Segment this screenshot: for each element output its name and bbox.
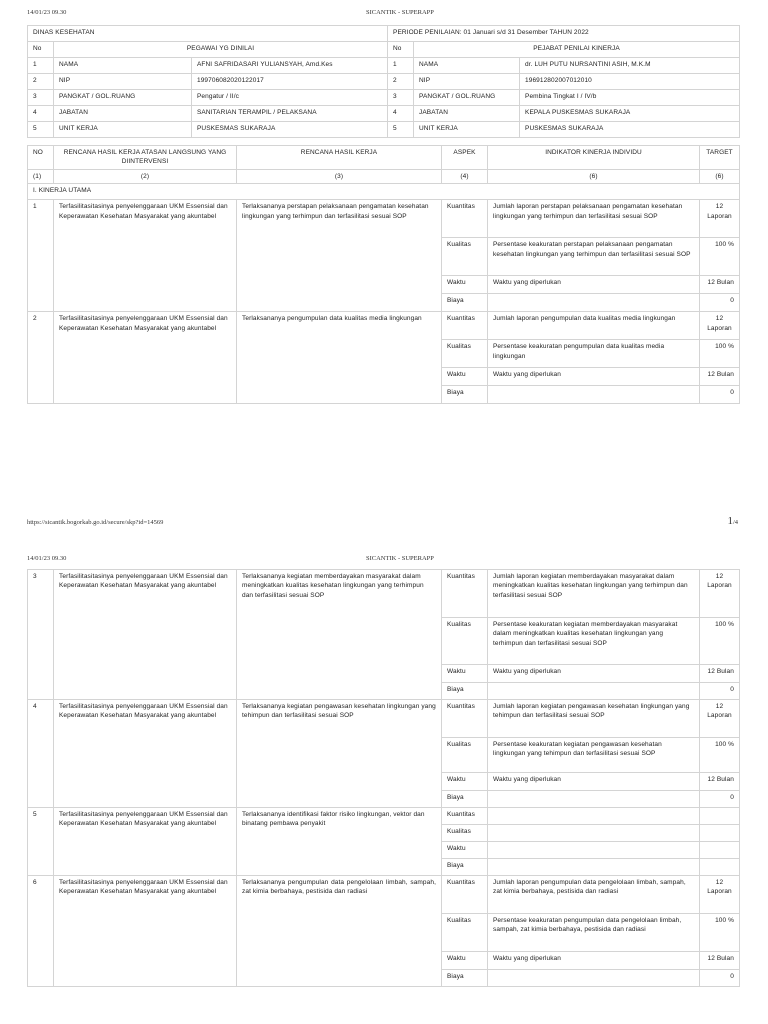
target-waktu: 12 Bulan bbox=[700, 368, 740, 386]
item-rencana: Terlaksananya kegiatan pengawasan kesehatan lingkungan yang tehimpun dan terfasilitasi sesuai SOP bbox=[237, 700, 442, 808]
target-waktu: 12 Bulan bbox=[700, 276, 740, 294]
indikator-biaya bbox=[488, 294, 700, 312]
aspek-kuantitas: Kuantitas bbox=[442, 200, 488, 238]
table-row bbox=[28, 700, 740, 738]
col-no: NO bbox=[28, 146, 54, 170]
section-title: I. KINERJA UTAMA bbox=[28, 184, 740, 200]
indikator-waktu: Waktu yang diperlukan bbox=[488, 773, 700, 791]
item-atasan: Terfasilitasitasinya penyelenggaraan UKM Essensial dan Keperawatan Kesehatan Masyarakat yang akuntabel bbox=[54, 808, 237, 876]
target-waktu bbox=[700, 842, 740, 859]
item-no: 5 bbox=[28, 808, 54, 876]
periode-label: PERIODE PENILAIAN: 01 Januari s/d 31 Desember TAHUN 2022 bbox=[388, 26, 740, 42]
page-number bbox=[727, 515, 738, 527]
item-no: 2 bbox=[28, 312, 54, 404]
table-row bbox=[28, 808, 740, 825]
indikator-waktu: Waktu yang diperlukan bbox=[488, 952, 700, 970]
indikator-kualitas: Persentase keakuratan pengumpulan data pengelolaan limbah, sampah, zat kimia berbahaya, pestisida dan radiasi bbox=[488, 914, 700, 952]
table-row bbox=[28, 570, 740, 618]
info-label: UNIT KERJA bbox=[414, 122, 520, 138]
indikator-kualitas: Persentase keakuratan perstapan pelaksanaan pengamatan kesehatan lingkungan yang terhimpun dan terfasilitasi sesuai SOP bbox=[488, 238, 700, 276]
print-datetime: 14/01/23 09.30 bbox=[27, 9, 67, 16]
col-index: (3) bbox=[237, 170, 442, 184]
col-index: (6) bbox=[700, 170, 740, 184]
target-kualitas: 100 % bbox=[700, 914, 740, 952]
info-label: UNIT KERJA bbox=[54, 122, 192, 138]
indikator-waktu bbox=[488, 842, 700, 859]
info-no: 5 bbox=[28, 122, 54, 138]
indikator-biaya bbox=[488, 970, 700, 987]
col-aspek: ASPEK bbox=[442, 146, 488, 170]
indikator-kualitas: Persentase keakuratan kegiatan memberdayakan masyarakat dalam meningkatkan kualitas kesehatan lingkungan yang terhimpun dan terfasilitasi sesuai SOP bbox=[488, 618, 700, 665]
aspek-waktu: Waktu bbox=[442, 276, 488, 294]
aspek-kualitas: Kualitas bbox=[442, 914, 488, 952]
pegawai-header: PEGAWAI YG DINILAI bbox=[54, 42, 388, 58]
indikator-kuantitas: Jumlah laporan kegiatan memberdayakan masyarakat dalam meningkatkan kualitas kesehatan lingkungan yang terhimpun dan terfasilitasi sesuai SOP bbox=[488, 570, 700, 618]
aspek-kuantitas: Kuantitas bbox=[442, 700, 488, 738]
info-label: JABATAN bbox=[414, 106, 520, 122]
item-atasan: Terfasilitasitasinya penyelenggaraan UKM Essensial dan Keperawatan Kesehatan Masyarakat yang akuntabel bbox=[54, 876, 237, 987]
item-no: 4 bbox=[28, 700, 54, 808]
info-row bbox=[28, 122, 740, 138]
col-index: (6) bbox=[488, 170, 700, 184]
info-no: 2 bbox=[28, 74, 54, 90]
aspek-kualitas: Kualitas bbox=[442, 238, 488, 276]
target-waktu: 12 Bulan bbox=[700, 773, 740, 791]
kinerja-table-page-1 bbox=[27, 145, 740, 404]
target-kuantitas: 12 Laporan bbox=[700, 876, 740, 914]
indikator-kuantitas bbox=[488, 808, 700, 825]
employee-info-table bbox=[27, 25, 740, 138]
indikator-biaya bbox=[488, 386, 700, 404]
info-value: Pengatur / II/c bbox=[192, 90, 388, 106]
info-row bbox=[28, 58, 740, 74]
table-row bbox=[28, 312, 740, 340]
no-header: No bbox=[28, 42, 54, 58]
info-value: AFNI SAFRIDASARI YULIANSYAH, Amd.Kes bbox=[192, 58, 388, 74]
item-atasan: Terfasilitasitasinya penyelenggaraan UKM Essensial dan Keperawatan Kesehatan Masyarakat yang akuntabel bbox=[54, 700, 237, 808]
info-value: SANITARIAN TERAMPIL / PELAKSANA bbox=[192, 106, 388, 122]
print-datetime: 14/01/23 09.30 bbox=[27, 555, 67, 562]
table-row bbox=[28, 200, 740, 238]
info-no: 3 bbox=[388, 90, 414, 106]
info-label: NIP bbox=[414, 74, 520, 90]
indikator-kuantitas: Jumlah laporan pengumpulan data pengelolaan limbah, sampah, zat kimia berbahaya, pestisida dan radiasi bbox=[488, 876, 700, 914]
aspek-waktu: Waktu bbox=[442, 665, 488, 683]
target-waktu: 12 Bulan bbox=[700, 952, 740, 970]
info-label: NIP bbox=[54, 74, 192, 90]
print-url: https://sicantik.bogorkab.go.id/secure/skp?id=14569 bbox=[27, 519, 164, 526]
table-row bbox=[28, 876, 740, 914]
info-value: 199706082020122017 bbox=[192, 74, 388, 90]
info-row bbox=[28, 90, 740, 106]
info-label: JABATAN bbox=[54, 106, 192, 122]
aspek-biaya: Biaya bbox=[442, 386, 488, 404]
target-biaya bbox=[700, 859, 740, 876]
aspek-waktu: Waktu bbox=[442, 842, 488, 859]
info-no: 1 bbox=[388, 58, 414, 74]
info-label: PANGKAT / GOL.RUANG bbox=[414, 90, 520, 106]
item-rencana: Terlaksananya kegiatan memberdayakan masyarakat dalam meningkatkan kualitas kesehatan lingkungan yang terhimpun dan terfasilitasi sesuai SOP bbox=[237, 570, 442, 700]
page-current: 1 bbox=[727, 515, 733, 527]
info-value: PUSKESMAS SUKARAJA bbox=[520, 122, 740, 138]
aspek-kualitas: Kualitas bbox=[442, 618, 488, 665]
target-kuantitas: 12 Laporan bbox=[700, 312, 740, 340]
info-value: Pembina Tingkat I / IV/b bbox=[520, 90, 740, 106]
info-value: dr. LUH PUTU NURSANTINI ASIH, M.K.M bbox=[520, 58, 740, 74]
col-indikator: INDIKATOR KINERJA INDIVIDU bbox=[488, 146, 700, 170]
document-page-2 bbox=[0, 548, 768, 1024]
target-kuantitas: 12 Laporan bbox=[700, 570, 740, 618]
item-no: 3 bbox=[28, 570, 54, 700]
item-rencana: Terlaksananya pengumpulan data pengelolaan limbah, sampah, zat kimia berbahaya, pestisida dan radiasi bbox=[237, 876, 442, 987]
aspek-waktu: Waktu bbox=[442, 773, 488, 791]
pejabat-header: PEJABAT PENILAI KINERJA bbox=[414, 42, 740, 58]
aspek-kuantitas: Kuantitas bbox=[442, 312, 488, 340]
target-kuantitas bbox=[700, 808, 740, 825]
indikator-kualitas: Persentase keakuratan kegiatan pengawasan kesehatan lingkungan yang tehimpun dan terfasilitasi sesuai SOP bbox=[488, 738, 700, 773]
info-label: NAMA bbox=[54, 58, 192, 74]
target-kualitas bbox=[700, 825, 740, 842]
indikator-biaya bbox=[488, 791, 700, 808]
target-kualitas: 100 % bbox=[700, 618, 740, 665]
target-biaya: 0 bbox=[700, 294, 740, 312]
item-no: 6 bbox=[28, 876, 54, 987]
aspek-kualitas: Kualitas bbox=[442, 738, 488, 773]
aspek-waktu: Waktu bbox=[442, 368, 488, 386]
aspek-biaya: Biaya bbox=[442, 791, 488, 808]
aspek-kualitas: Kualitas bbox=[442, 825, 488, 842]
indikator-waktu: Waktu yang diperlukan bbox=[488, 368, 700, 386]
indikator-kuantitas: Jumlah laporan pengumpulan data kualitas media lingkungan bbox=[488, 312, 700, 340]
target-kuantitas: 12 Laporan bbox=[700, 200, 740, 238]
info-label: PANGKAT / GOL.RUANG bbox=[54, 90, 192, 106]
col-index: (2) bbox=[54, 170, 237, 184]
info-no: 2 bbox=[388, 74, 414, 90]
aspek-biaya: Biaya bbox=[442, 683, 488, 700]
item-rencana: Terlaksananya pengumpulan data kualitas media lingkungan bbox=[237, 312, 442, 404]
info-value: PUSKESMAS SUKARAJA bbox=[192, 122, 388, 138]
item-no: 1 bbox=[28, 200, 54, 312]
dinas-label: DINAS KESEHATAN bbox=[28, 26, 388, 42]
indikator-biaya bbox=[488, 859, 700, 876]
target-biaya: 0 bbox=[700, 970, 740, 987]
target-waktu: 12 Bulan bbox=[700, 665, 740, 683]
item-rencana: Terlaksananya identifikasi faktor risiko lingkungan, vektor dan binatang pembawa penyakit bbox=[237, 808, 442, 876]
target-kualitas: 100 % bbox=[700, 738, 740, 773]
no-header-2: No bbox=[388, 42, 414, 58]
aspek-kuantitas: Kuantitas bbox=[442, 876, 488, 914]
target-biaya: 0 bbox=[700, 386, 740, 404]
target-biaya: 0 bbox=[700, 683, 740, 700]
page-total: /4 bbox=[732, 519, 738, 526]
info-no: 4 bbox=[388, 106, 414, 122]
info-row bbox=[28, 106, 740, 122]
col-index: (1) bbox=[28, 170, 54, 184]
target-biaya: 0 bbox=[700, 791, 740, 808]
col-target: TARGET bbox=[700, 146, 740, 170]
kinerja-table-page-2 bbox=[27, 569, 740, 987]
info-value: 196912802007012010 bbox=[520, 74, 740, 90]
aspek-kuantitas: Kuantitas bbox=[442, 808, 488, 825]
indikator-kuantitas: Jumlah laporan kegiatan pengawasan kesehatan lingkungan yang tehimpun dan terfasilitasi sesuai SOP bbox=[488, 700, 700, 738]
target-kualitas: 100 % bbox=[700, 238, 740, 276]
print-title: SICANTIK - SUPERAPP bbox=[366, 555, 434, 562]
indikator-waktu: Waktu yang diperlukan bbox=[488, 665, 700, 683]
aspek-biaya: Biaya bbox=[442, 859, 488, 876]
indikator-kualitas bbox=[488, 825, 700, 842]
col-index: (4) bbox=[442, 170, 488, 184]
item-atasan: Terfasilitasitasinya penyelenggaraan UKM Essensial dan Keperawatan Kesehatan Masyarakat yang akuntabel bbox=[54, 200, 237, 312]
item-atasan: Terfasilitasitasinya penyelenggaraan UKM Essensial dan Keperawatan Kesehatan Masyarakat yang akuntabel bbox=[54, 312, 237, 404]
info-no: 1 bbox=[28, 58, 54, 74]
indikator-kuantitas: Jumlah laporan perstapan pelaksanaan pengamatan kesehatan lingkungan yang terhimpun dan terfasilitasi sesuai SOP bbox=[488, 200, 700, 238]
aspek-kuantitas: Kuantitas bbox=[442, 570, 488, 618]
info-value: KEPALA PUSKESMAS SUKARAJA bbox=[520, 106, 740, 122]
col-rencana-atasan: RENCANA HASIL KERJA ATASAN LANGSUNG YANG DIINTERVENSI bbox=[54, 146, 237, 170]
target-kualitas: 100 % bbox=[700, 340, 740, 368]
info-no: 5 bbox=[388, 122, 414, 138]
aspek-biaya: Biaya bbox=[442, 294, 488, 312]
item-atasan: Terfasilitasitasinya penyelenggaraan UKM Essensial dan Keperawatan Kesehatan Masyarakat yang akuntabel bbox=[54, 570, 237, 700]
col-rencana: RENCANA HASIL KERJA bbox=[237, 146, 442, 170]
info-row bbox=[28, 74, 740, 90]
aspek-waktu: Waktu bbox=[442, 952, 488, 970]
indikator-biaya bbox=[488, 683, 700, 700]
indikator-kualitas: Persentase keakuratan pengumpulan data kualitas media lingkungan bbox=[488, 340, 700, 368]
info-no: 3 bbox=[28, 90, 54, 106]
aspek-biaya: Biaya bbox=[442, 970, 488, 987]
info-no: 4 bbox=[28, 106, 54, 122]
info-label: NAMA bbox=[414, 58, 520, 74]
aspek-kualitas: Kualitas bbox=[442, 340, 488, 368]
target-kuantitas: 12 Laporan bbox=[700, 700, 740, 738]
item-rencana: Terlaksananya perstapan pelaksanaan pengamatan kesehatan lingkungan yang terhimpun dan terfasilitasi sesuai SOP bbox=[237, 200, 442, 312]
indikator-waktu: Waktu yang diperlukan bbox=[488, 276, 700, 294]
print-title: SICANTIK - SUPERAPP bbox=[366, 9, 434, 16]
